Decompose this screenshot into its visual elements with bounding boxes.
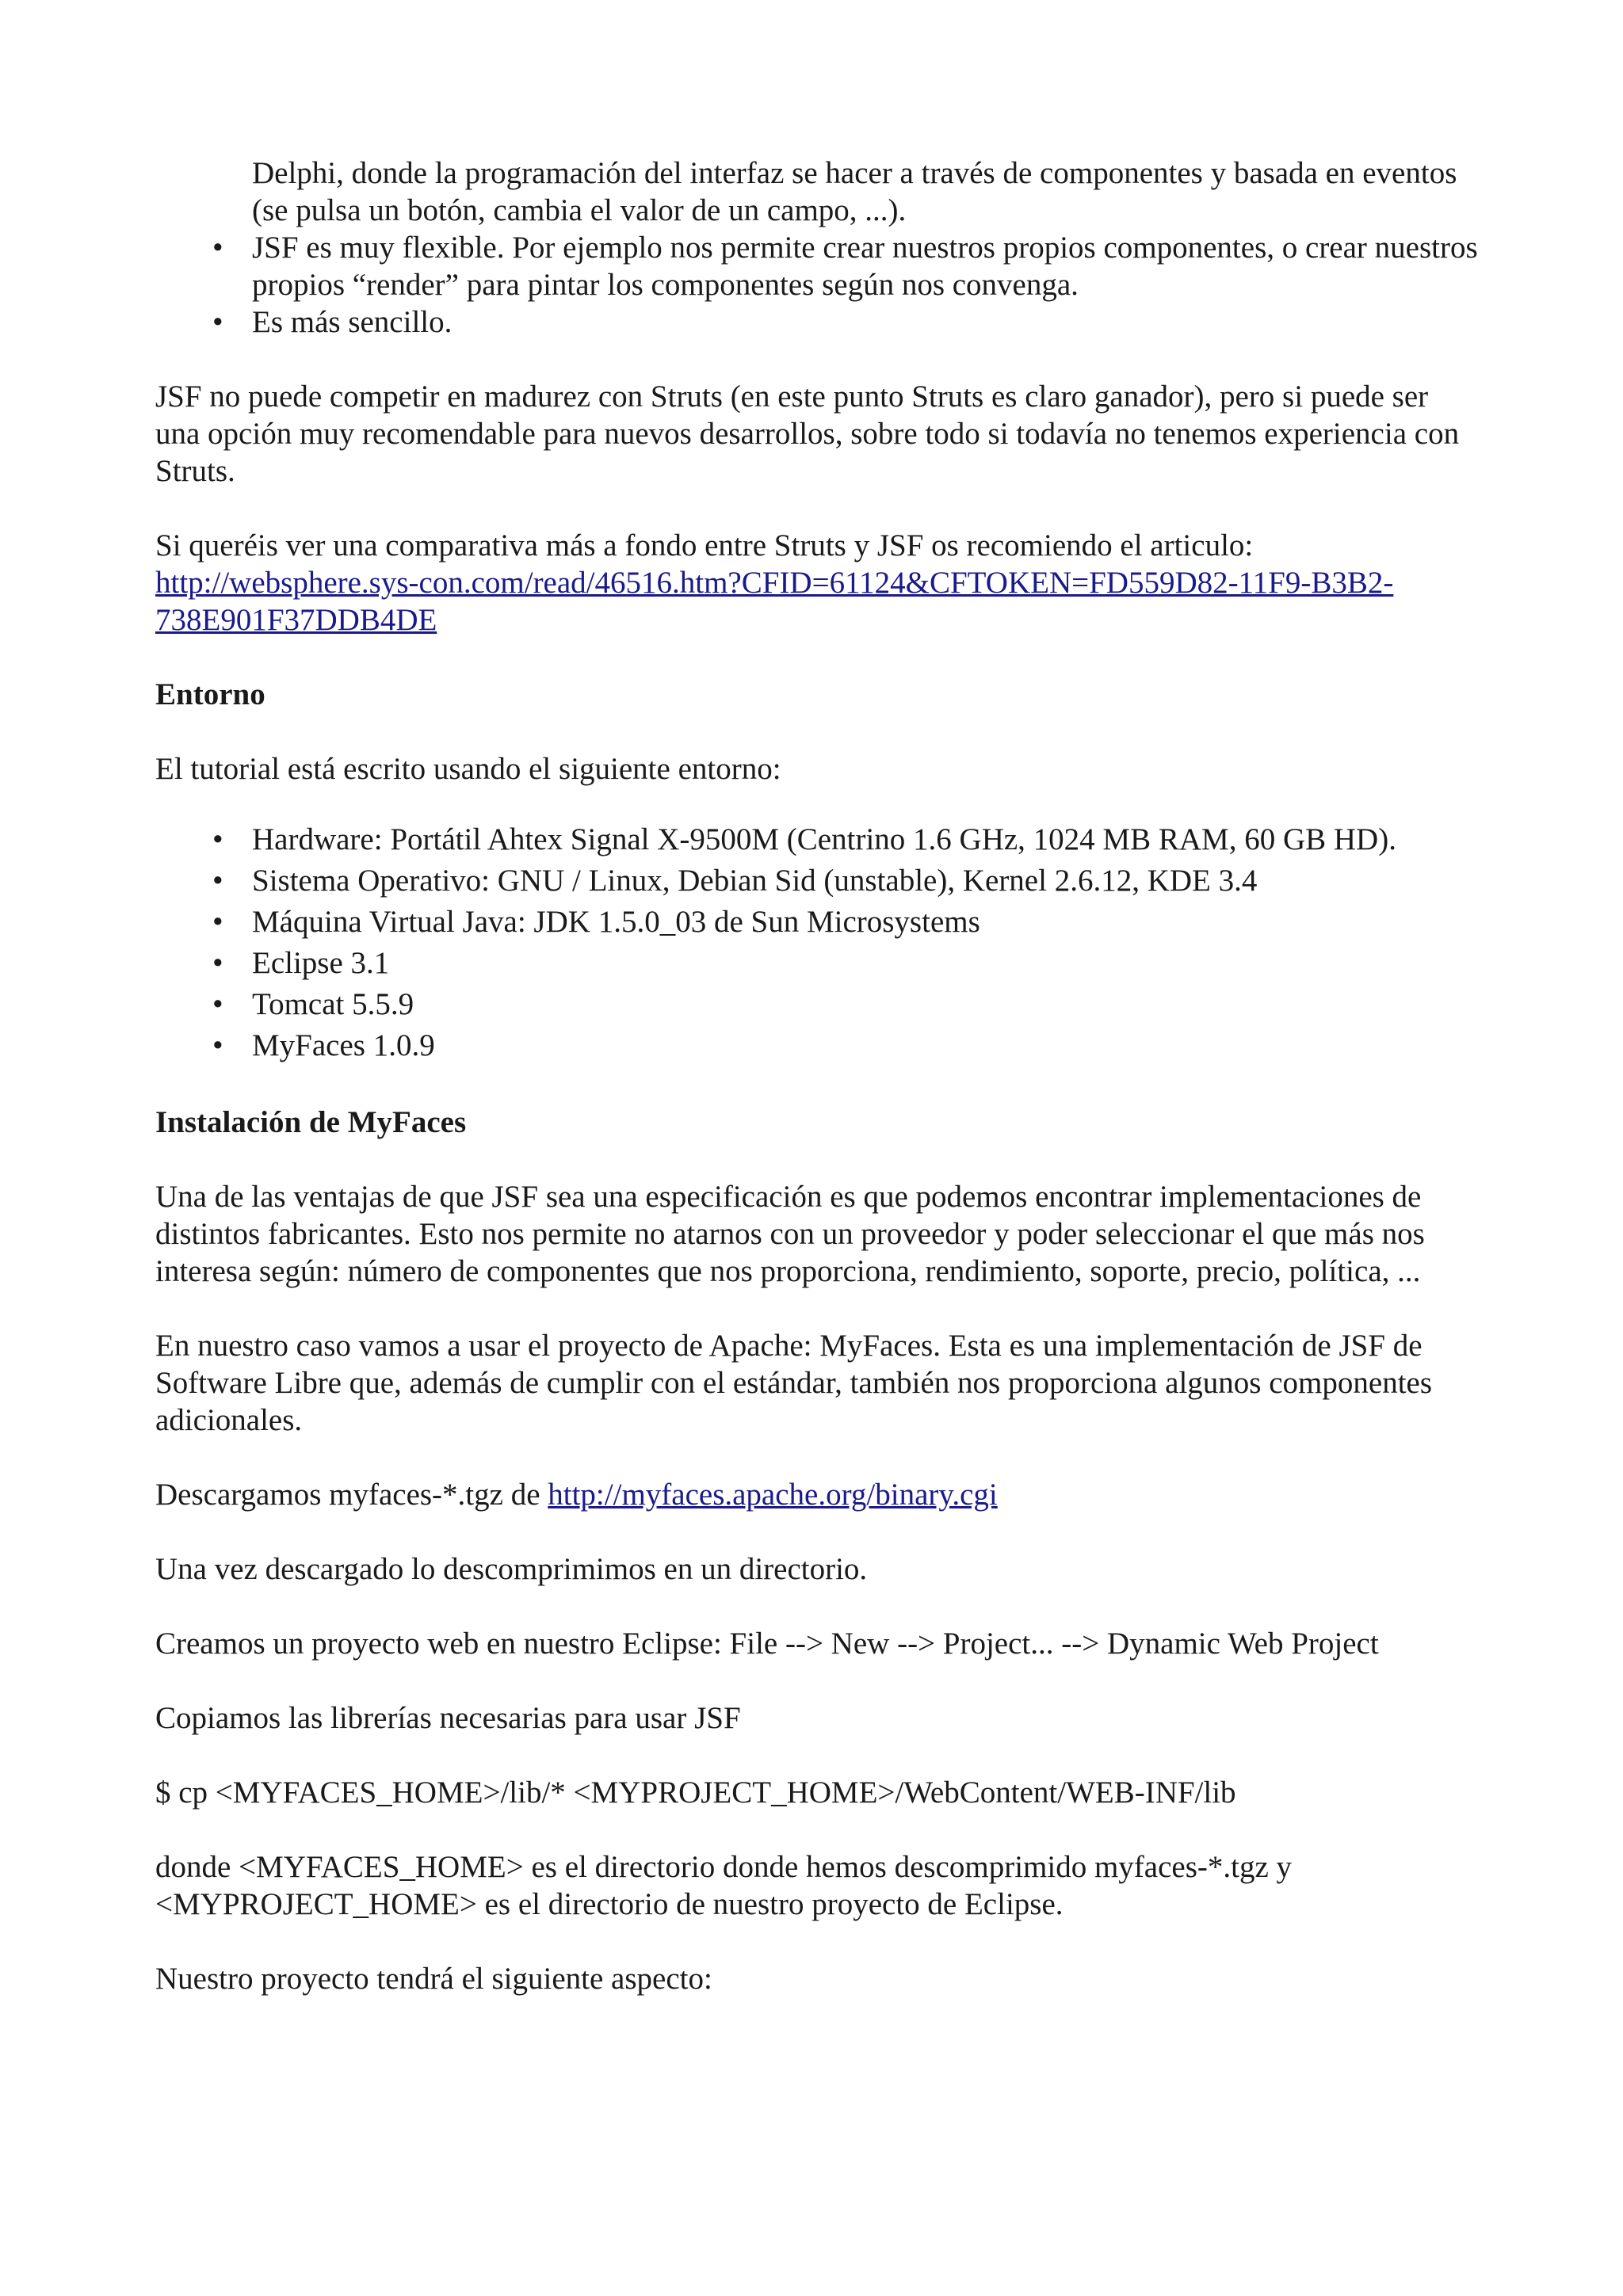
list-item [155, 229, 1479, 303]
list-item [155, 821, 1479, 858]
bullet-icon: • [212, 305, 223, 339]
paragraph-ventajas: Una de las ventajas de que JSF sea una especificación es que podemos encontrar implementaciones de distintos fabricantes. Esto nos permite no atarnos con un proveedor y poder seleccionar el que más nos interesa según: número de componentes que nos proporciona, rendimiento, soporte, precio, política, ... [155, 1180, 1425, 1288]
paragraph-donde: donde <MYFACES_HOME> es el directorio donde hemos descomprimido myfaces-*.tgz y <MYPROJECT_HOME> es el directorio de nuestro proyecto de Eclipse. [155, 1850, 1293, 1921]
bullet-icon: • [212, 231, 223, 265]
link-descarga[interactable]: http://myfaces.apache.org/binary.cgi [548, 1478, 998, 1512]
paragraph-entorno: El tutorial está escrito usando el siguiente entorno: [155, 752, 781, 786]
list-item [155, 903, 1479, 940]
paragraph-madurez: JSF no puede competir en madurez con Struts (en este punto Struts es claro ganador), pero si puede ser una opción muy recomendable para nuevos desarrollos, sobre todo si todavía no tenemos experiencia con Struts. [155, 379, 1460, 488]
paragraph-comparativa: Si queréis ver una comparativa más a fondo entre Struts y JSF os recomiendo el articulo: [155, 528, 1254, 563]
paragraph-proyecto: Creamos un proyecto web en nuestro Eclipse: File --> New --> Project... --> Dynamic Web Project [155, 1627, 1379, 1661]
bullet-icon: • [212, 946, 223, 980]
paragraph-descomprimir: Una vez descargado lo descomprimimos en un directorio. [155, 1552, 868, 1586]
intro-continuation: Delphi, donde la programación del interfaz se hacer a través de componentes y basada en eventos (se pulsa un botón, cambia el valor de un campo, ...). [252, 156, 1457, 227]
list-item-text: MyFaces 1.0.9 [252, 1028, 435, 1062]
bullet-icon: • [212, 905, 223, 939]
list-item-text: Es más sencillo. [252, 305, 453, 339]
paragraph-descarga-text: Descargamos myfaces-*.tgz de [155, 1478, 548, 1512]
list-item-text: Eclipse 3.1 [252, 946, 390, 980]
list-item-text: Tomcat 5.5.9 [252, 987, 414, 1021]
bullet-icon: • [212, 822, 223, 856]
command-cp: $ cp <MYFACES_HOME>/lib/* <MYPROJECT_HOME>/WebContent/WEB-INF/lib [155, 1775, 1236, 1810]
heading-entorno: Entorno [155, 677, 265, 711]
intro-bullets [155, 229, 1479, 341]
bullet-icon: • [212, 864, 223, 898]
list-item [155, 944, 1479, 982]
list-item [155, 303, 1479, 341]
heading-instalacion: Instalación de MyFaces [155, 1105, 467, 1139]
list-item [155, 986, 1479, 1023]
paragraph-apache: En nuestro caso vamos a usar el proyecto de Apache: MyFaces. Esta es una implementación de JSF de Software Libre que, además de cumplir con el estándar, también nos proporciona algunos componentes adicionales. [155, 1329, 1433, 1437]
paragraph-librerias: Copiamos las librerías necesarias para usar JSF [155, 1701, 741, 1735]
paragraph-comparativa-block [155, 527, 1479, 639]
paragraph-descarga [155, 1476, 1479, 1513]
paragraph-aspecto: Nuestro proyecto tendrá el siguiente aspecto: [155, 1962, 712, 1996]
link-comparativa-wrapper [155, 564, 1479, 639]
list-item [155, 1027, 1479, 1064]
list-item-text: Máquina Virtual Java: JDK 1.5.0_03 de Sun Microsystems [252, 905, 980, 939]
link-comparativa[interactable]: http://websphere.sys-con.com/read/46516.htm?CFID=61124&CFTOKEN=FD559D82-11F9-B3B2-738E901F37DDB4DE [155, 566, 1394, 637]
list-item-text: Hardware: Portátil Ahtex Signal X-9500M (Centrino 1.6 GHz, 1024 MB RAM, 60 GB HD). [252, 822, 1396, 856]
list-item-text: Sistema Operativo: GNU / Linux, Debian Sid (unstable), Kernel 2.6.12, KDE 3.4 [252, 864, 1258, 898]
bullet-icon: • [212, 1028, 223, 1062]
bullet-icon: • [212, 987, 223, 1021]
document-page [155, 154, 1479, 2035]
list-item [155, 862, 1479, 899]
intro-list [155, 154, 1479, 341]
environment-list [155, 821, 1479, 1064]
list-item-text: JSF es muy flexible. Por ejemplo nos permite crear nuestros propios componentes, o crear nuestros propios “render” para pintar los componentes según nos convenga. [252, 231, 1478, 302]
